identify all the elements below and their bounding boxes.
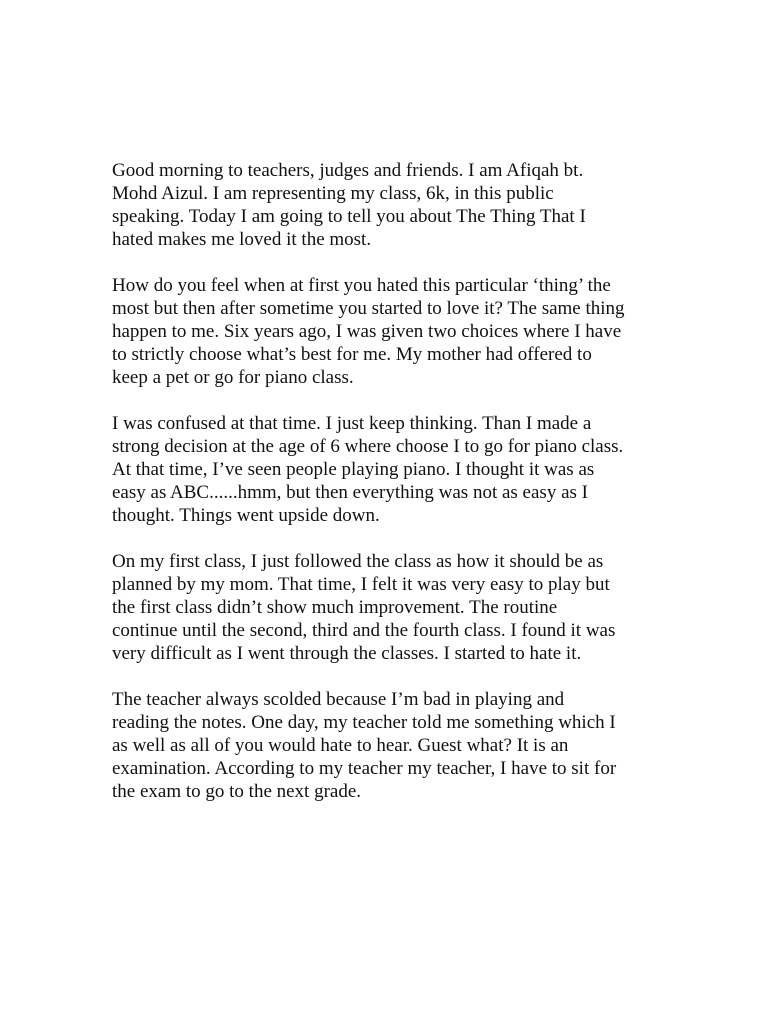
text-line: On my first class, I just followed the class as how it should be as: [112, 551, 604, 572]
text-line: speaking. Today I am going to tell you about The Thing That I: [112, 206, 586, 227]
paragraph-two-choices: [112, 274, 672, 389]
text-line: the first class didn’t show much improvement. The routine: [112, 597, 558, 618]
text-line: most but then after sometime you started to love it? The same thing: [112, 298, 625, 319]
paragraph-examination: [112, 688, 672, 803]
speech-text-body: [112, 159, 672, 826]
text-line: happen to me. Six years ago, I was given two choices where I have: [112, 321, 622, 342]
text-line: How do you feel when at first you hated this particular ‘thing’ the: [112, 275, 611, 296]
text-line: At that time, I’ve seen people playing piano. I thought it was as: [112, 459, 595, 480]
text-line: planned by my mom. That time, I felt it was very easy to play but: [112, 574, 610, 595]
text-line: Good morning to teachers, judges and friends. I am Afiqah bt.: [112, 160, 584, 181]
text-line: very difficult as I went through the classes. I started to hate it.: [112, 643, 582, 664]
text-line: Mohd Aizul. I am representing my class, 6k, in this public: [112, 183, 554, 204]
text-line: keep a pet or go for piano class.: [112, 367, 354, 388]
text-line: as well as all of you would hate to hear. Guest what? It is an: [112, 735, 569, 756]
text-line: strong decision at the age of 6 where choose I to go for piano class.: [112, 436, 624, 457]
paragraph-first-class: [112, 550, 672, 665]
text-line: examination. According to my teacher my teacher, I have to sit for: [112, 758, 617, 779]
text-line: reading the notes. One day, my teacher told me something which I: [112, 712, 616, 733]
text-line: easy as ABC......hmm, but then everything was not as easy as I: [112, 482, 588, 503]
paragraph-decision: [112, 412, 672, 527]
paragraph-introduction: [112, 159, 672, 251]
text-line: The teacher always scolded because I’m bad in playing and: [112, 689, 565, 710]
text-line: I was confused at that time. I just keep thinking. Than I made a: [112, 413, 592, 434]
text-line: thought. Things went upside down.: [112, 505, 380, 526]
text-line: hated makes me loved it the most.: [112, 229, 372, 250]
text-line: to strictly choose what’s best for me. My mother had offered to: [112, 344, 592, 365]
text-line: continue until the second, third and the fourth class. I found it was: [112, 620, 616, 641]
text-line: the exam to go to the next grade.: [112, 781, 362, 802]
